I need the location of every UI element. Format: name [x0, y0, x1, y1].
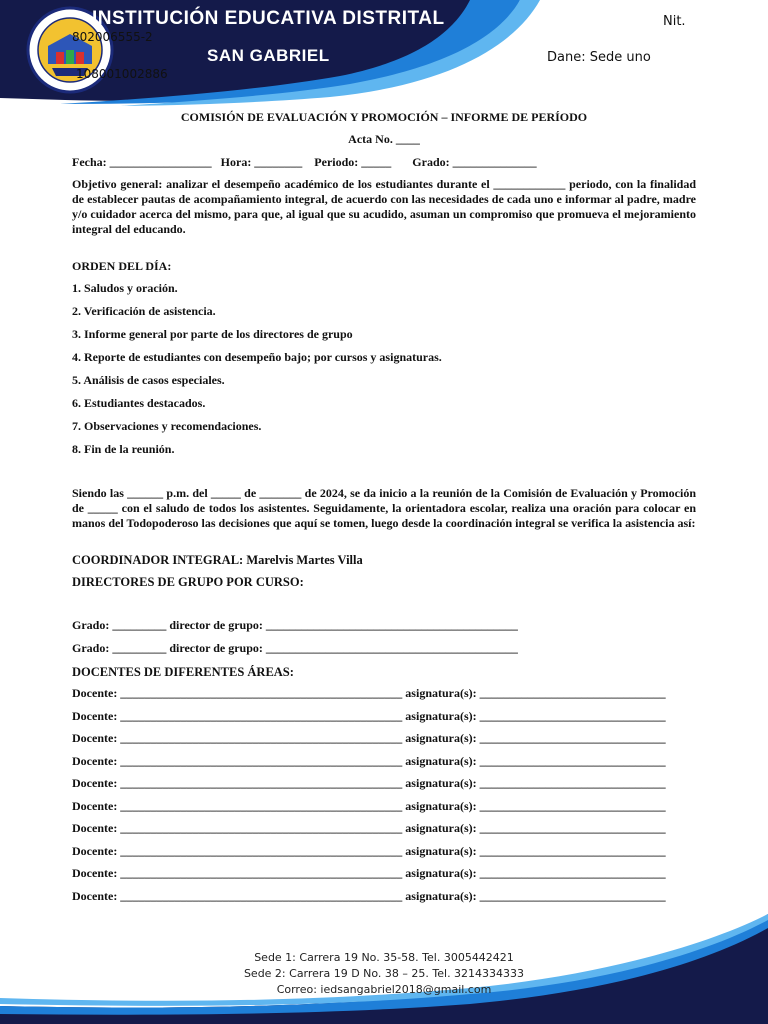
dane-number: 108001002886 — [76, 67, 168, 81]
coordinator-label: COORDINADOR INTEGRAL: — [72, 553, 244, 567]
agenda-item: 1. Saludos y oración. — [72, 281, 178, 295]
agenda-item: 6. Estudiantes destacados. — [72, 396, 206, 410]
footer-address — [0, 950, 768, 998]
dane-label: Dane: Sede uno — [547, 50, 651, 65]
directors-heading: DIRECTORES DE GRUPO POR CURSO: — [72, 575, 304, 589]
grado-director-line: Grado: _________ director de grupo: __________________________________________ — [72, 641, 518, 655]
teacher-line: Docente: _______________________________________________ asignatura(s): _______________________________ — [72, 866, 666, 880]
agenda-item: 7. Observaciones y recomendaciones. — [72, 419, 262, 433]
grado-director-line: Grado: _________ director de grupo: __________________________________________ — [72, 618, 518, 632]
acta-number: Acta No. ____ — [348, 132, 420, 146]
teacher-line: Docente: _______________________________________________ asignatura(s): _______________________________ — [72, 821, 666, 835]
meeting-fields: Fecha: _________________ Hora: ________ Periodo: _____ Grado: ______________ — [72, 155, 537, 169]
coordinator-name: Marelvis Martes Villa — [246, 553, 363, 567]
teacher-line: Docente: _______________________________________________ asignatura(s): _______________________________ — [72, 888, 666, 903]
teacher-line: Docente: _______________________________________________ asignatura(s): _______________________________ — [72, 776, 666, 790]
agenda-item: 8. Fin de la reunión. — [72, 442, 175, 456]
institution-name: INSTITUCIÓN EDUCATIVA DISTRITAL — [92, 8, 445, 29]
agenda-heading: ORDEN DEL DÍA: — [72, 259, 172, 273]
teacher-line: Docente: _______________________________________________ asignatura(s): _______________________________ — [72, 686, 666, 700]
nit-number: 802006555-2 — [72, 30, 153, 44]
teachers-heading: DOCENTES DE DIFERENTES ÁREAS: — [72, 665, 294, 679]
footer-sede-1: Sede 1: Carrera 19 No. 35-58. Tel. 3005442421 — [254, 951, 514, 964]
teacher-line: Docente: _______________________________________________ asignatura(s): _______________________________ — [72, 708, 666, 723]
document-body — [72, 110, 696, 911]
teacher-line: Docente: _______________________________________________ asignatura(s): _______________________________ — [72, 753, 666, 768]
meeting-intro: Siendo las ______ p.m. del _____ de _______ de 2024, se da inicio a la reunión de la Comisión de Evaluación y Promoción de _____ con el saludo de todos los asistentes. Seguidamente, la orientadora escolar, realiza una oración para colocar en manos del Todopoderoso las decisiones que aquí se tomen, luego desde la coordinación integral se verifica la asistencia así: — [72, 486, 696, 530]
footer-sede-2: Sede 2: Carrera 19 D No. 38 – 25. Tel. 3214334333 — [243, 967, 525, 980]
footer-email: Correo: iedsangabriel2018@gmail.com — [276, 983, 492, 996]
coordinator-line — [72, 553, 696, 568]
agenda-item: 3. Informe general por parte de los directores de grupo — [72, 327, 353, 341]
teacher-line: Docente: _______________________________________________ asignatura(s): _______________________________ — [72, 731, 666, 745]
agenda-item: 2. Verificación de asistencia. — [72, 304, 216, 318]
general-objective: Objetivo general: analizar el desempeño académico de los estudiantes durante el ____________ periodo, con la finalidad de establecer pautas de acompañamiento integral, de acuerdo con las necesidades de cada uno e informar al padre, madre y/o cuidador acerca del mismo, para que, al igual que su acudido, asuman un compromiso que promueva el mejoramiento integral del educando. — [72, 177, 696, 236]
teacher-line: Docente: _______________________________________________ asignatura(s): _______________________________ — [72, 843, 666, 858]
agenda-list — [72, 281, 696, 465]
document-title: COMISIÓN DE EVALUACIÓN Y PROMOCIÓN – INFORME DE PERÍODO — [180, 110, 588, 124]
agenda-item: 5. Análisis de casos especiales. — [72, 373, 225, 387]
agenda-item: 4. Reporte de estudiantes con desempeño bajo; por cursos y asignaturas. — [72, 350, 442, 364]
teacher-line: Docente: _______________________________________________ asignatura(s): _______________________________ — [72, 798, 666, 813]
institution-subtitle: SAN GABRIEL — [207, 46, 330, 65]
nit-label: Nit. — [663, 14, 686, 29]
